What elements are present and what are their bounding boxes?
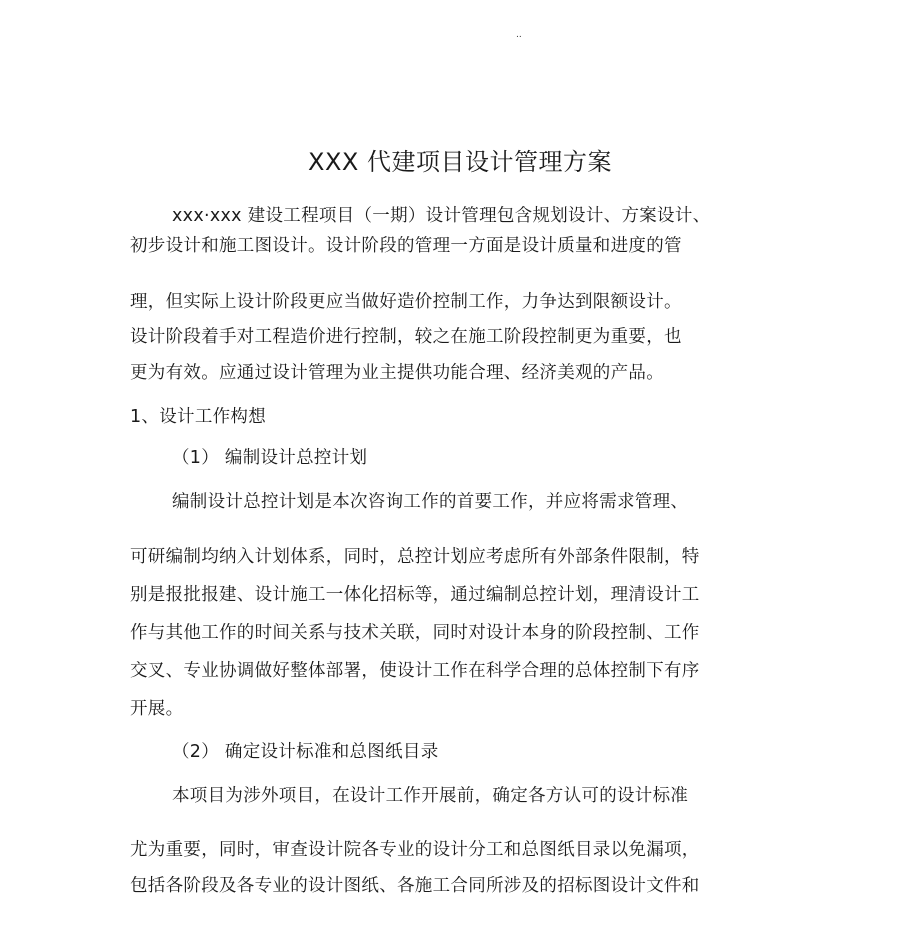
paragraph-line: 尤为重要，同时，审查设计院各专业的设计分工和总图纸目录以免漏项，	[130, 840, 700, 860]
subsection-heading: （2） 确定设计标准和总图纸目录	[172, 742, 439, 762]
paragraph-line: xxx·xxx 建设工程项目（一期）设计管理包含规划设计、方案设计、	[172, 206, 711, 226]
paragraph-line: 包括各阶段及各专业的设计图纸、各施工合同所涉及的招标图设计文件和	[130, 876, 700, 896]
paragraph-line: 设计阶段着手对工程造价进行控制，较之在施工阶段控制更为重要，也	[130, 327, 682, 347]
paragraph-line: 开展。	[130, 699, 184, 719]
header-mark: ..	[516, 30, 522, 40]
paragraph-line: 交叉、专业协调做好整体部署，使设计工作在科学合理的总体控制下有序	[130, 661, 700, 681]
section-heading: 1、设计工作构想	[130, 407, 267, 427]
paragraph-line: 编制设计总控计划是本次咨询工作的首要工作，并应将需求管理、	[172, 492, 689, 512]
paragraph-line: 作与其他工作的时间关系与技术关联，同时对设计本身的阶段控制、工作	[130, 623, 700, 643]
paragraph-line: 理，但实际上设计阶段更应当做好造价控制工作，力争达到限额设计。	[130, 292, 682, 312]
paragraph-line: 更为有效。应通过设计管理为业主提供功能合理、经济美观的产品。	[130, 363, 664, 383]
subsection-heading: （1） 编制设计总控计划	[172, 448, 368, 468]
paragraph-line: 初步设计和施工图设计。设计阶段的管理一方面是设计质量和进度的管	[130, 236, 682, 256]
paragraph-line: 可研编制均纳入计划体系，同时，总控计划应考虑所有外部条件限制，特	[130, 547, 700, 567]
paragraph-line: 别是报批报建、设计施工一体化招标等，通过编制总控计划，理清设计工	[130, 585, 700, 605]
paragraph-line: 本项目为涉外项目，在设计工作开展前，确定各方认可的设计标准	[172, 786, 689, 806]
page-title: XXX 代建项目设计管理方案	[308, 148, 612, 176]
